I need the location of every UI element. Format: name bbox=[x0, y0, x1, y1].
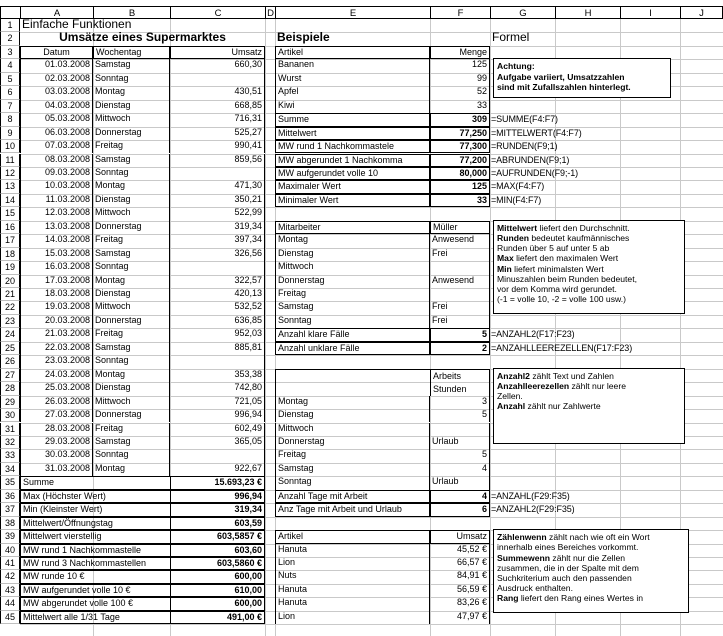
examples-result-value-8: 309 bbox=[430, 113, 490, 126]
left-table-date-7: 04.03.2008 bbox=[20, 100, 93, 113]
row-header-15[interactable]: 15 bbox=[0, 207, 20, 220]
note-conditional-l3: Summewenn zählt nur die Zellen bbox=[497, 552, 626, 563]
left-summary-label-37: Min (Kleinster Wert) bbox=[20, 503, 170, 516]
hours-day-31: Mittwoch bbox=[275, 423, 430, 436]
hours-result-value-36: 4 bbox=[430, 490, 490, 503]
left-table-date-4: 01.03.2008 bbox=[20, 59, 93, 72]
left-table-weekday-30: Donnerstag bbox=[93, 409, 170, 422]
left-table-date-33: 30.03.2008 bbox=[20, 449, 93, 462]
left-table-weekday-17: Freitag bbox=[93, 234, 170, 247]
left-summary-label-39: Mittelwert vierstellig bbox=[20, 530, 170, 543]
left-table-revenue-22: 532,52 bbox=[170, 301, 265, 314]
row-header-17[interactable]: 17 bbox=[0, 234, 20, 247]
left-table-weekday-11: Samstag bbox=[93, 154, 170, 167]
staff-day-21: Freitag bbox=[275, 288, 430, 301]
formula-text-37: =ANZAHL2(F29:F35) bbox=[491, 504, 575, 515]
left-table-date-8: 05.03.2008 bbox=[20, 113, 93, 126]
staff-day-23: Sonntag bbox=[275, 315, 430, 328]
left-table-revenue-20: 322,57 bbox=[170, 275, 265, 288]
left-table-revenue-24: 952,03 bbox=[170, 328, 265, 341]
formula-text-10: =RUNDEN(F9;1) bbox=[491, 141, 558, 152]
title-cell-a1: Einfache Funktionen bbox=[22, 19, 132, 31]
left-table-date-12: 09.03.2008 bbox=[20, 167, 93, 180]
note-counting-l3: Zellen. bbox=[497, 391, 523, 402]
left-table-weekday-34: Montag bbox=[93, 463, 170, 476]
row-header-35[interactable]: 35 bbox=[0, 476, 20, 489]
staff-day-22: Samstag bbox=[275, 301, 430, 314]
row-header-39[interactable]: 39 bbox=[0, 530, 20, 543]
examples-amount-5: 99 bbox=[430, 73, 490, 86]
row-header-11[interactable]: 11 bbox=[0, 154, 20, 167]
left-table-revenue-19 bbox=[170, 261, 265, 274]
left-summary-value-37: 319,34 bbox=[170, 503, 265, 516]
note-conditional-l5: Suchkriterium auch den passenden bbox=[497, 572, 632, 583]
note-rounding-l6: Minuszahlen beim Runden bedeutet, bbox=[497, 273, 637, 284]
note-rounding-l1: Mittelwert liefert den Durchschnitt. bbox=[497, 222, 630, 233]
hours-day-35: Sonntag bbox=[275, 476, 430, 489]
row-header-29[interactable]: 29 bbox=[0, 396, 20, 409]
hours-value-34: 4 bbox=[430, 463, 490, 476]
examples-amount-7: 33 bbox=[430, 100, 490, 113]
note-rounding-l5: Min liefert minimalsten Wert bbox=[497, 263, 604, 274]
left-table-revenue-25: 885,81 bbox=[170, 342, 265, 355]
left-table-revenue-8: 716,31 bbox=[170, 113, 265, 126]
staff-status-20: Anwesend bbox=[430, 275, 490, 288]
staff-result-label-24: Anzahl klare Fälle bbox=[275, 328, 430, 341]
row-header-38[interactable]: 38 bbox=[0, 517, 20, 530]
staff-status-18: Frei bbox=[430, 248, 490, 261]
hours-value-33: 5 bbox=[430, 449, 490, 462]
left-summary-label-40: MW rund 1 Nachkommastelle bbox=[20, 544, 170, 557]
left-table-date-15: 12.03.2008 bbox=[20, 207, 93, 220]
left-table-weekday-22: Mittwoch bbox=[93, 301, 170, 314]
hours-header-line1: Arbeits bbox=[433, 370, 462, 381]
hours-value-32: Urlaub bbox=[430, 436, 490, 449]
left-table-weekday-7: Dienstag bbox=[93, 100, 170, 113]
row-header-42[interactable]: 42 bbox=[0, 570, 20, 583]
examples-result-label-10: MW rund 1 Nachkommastele bbox=[275, 140, 430, 153]
gridline-horizontal bbox=[20, 624, 723, 625]
staff-day-19: Mittwoch bbox=[275, 261, 430, 274]
sales-article-42: Nuts bbox=[275, 570, 430, 583]
sales-revenue-41: 66,57 € bbox=[430, 557, 490, 570]
sales-revenue-39: Umsatz bbox=[430, 530, 490, 543]
row-header-7[interactable]: 7 bbox=[0, 100, 20, 113]
left-table-revenue-7: 668,85 bbox=[170, 100, 265, 113]
left-table-date-19: 16.03.2008 bbox=[20, 261, 93, 274]
left-table-revenue-27: 353,38 bbox=[170, 369, 265, 382]
left-table-weekday-15: Mittwoch bbox=[93, 207, 170, 220]
staff-status-23: Frei bbox=[430, 315, 490, 328]
column-header-j[interactable]: J bbox=[680, 6, 723, 19]
hours-day-34: Samstag bbox=[275, 463, 430, 476]
row-header-30[interactable]: 30 bbox=[0, 409, 20, 422]
title-cell-a2: Umsätze eines Supermarktes bbox=[59, 32, 226, 45]
hours-header-blank bbox=[275, 369, 430, 396]
staff-result-value-24: 5 bbox=[430, 328, 490, 341]
sales-revenue-45: 47,97 € bbox=[430, 611, 490, 624]
row-header-22[interactable]: 22 bbox=[0, 301, 20, 314]
left-table-weekday-14: Dienstag bbox=[93, 194, 170, 207]
note-warning-line3: sind mit Zufallszahlen hinterlegt. bbox=[497, 81, 631, 92]
left-table-date-34: 31.03.2008 bbox=[20, 463, 93, 476]
row-header-41[interactable]: 41 bbox=[0, 557, 20, 570]
sales-article-41: Lion bbox=[275, 557, 430, 570]
left-table-weekday-23: Donnerstag bbox=[93, 315, 170, 328]
row-header-10[interactable]: 10 bbox=[0, 140, 20, 153]
left-table-weekday-29: Mittwoch bbox=[93, 396, 170, 409]
sales-article-39: Artikel bbox=[275, 530, 430, 543]
column-header-c[interactable]: C bbox=[170, 6, 265, 19]
left-summary-label-43: MW aufgerundet volle 10 € bbox=[20, 584, 170, 597]
note-conditional-l1: Zählenwenn zählt nach wie oft ein Wort bbox=[497, 532, 650, 543]
left-table-weekday-27: Montag bbox=[93, 369, 170, 382]
hours-value-29: 3 bbox=[430, 396, 490, 409]
left-table-date-27: 24.03.2008 bbox=[20, 369, 93, 382]
sales-revenue-40: 45,52 € bbox=[430, 544, 490, 557]
left-summary-value-36: 996,94 bbox=[170, 490, 265, 503]
left-table-weekday-10: Freitag bbox=[93, 140, 170, 153]
left-table-weekday-19: Sonntag bbox=[93, 261, 170, 274]
left-summary-label-44: MW abgerundet volle 100 € bbox=[20, 597, 170, 610]
left-table-date-29: 26.03.2008 bbox=[20, 396, 93, 409]
examples-result-value-13: 125 bbox=[430, 180, 490, 193]
row-header-19[interactable]: 19 bbox=[0, 261, 20, 274]
left-table-revenue-29: 721,05 bbox=[170, 396, 265, 409]
left-table-revenue-31: 602,49 bbox=[170, 423, 265, 436]
gridline-vertical bbox=[265, 19, 266, 636]
formula-text-11: =ABRUNDEN(F9;1) bbox=[491, 154, 570, 165]
left-table-revenue-34: 922,67 bbox=[170, 463, 265, 476]
hours-value-35: Urlaub bbox=[430, 476, 490, 489]
examples-result-label-12: MW aufgerundet volle 10 bbox=[275, 167, 430, 180]
staff-status-21 bbox=[430, 288, 490, 301]
staff-status-22: Frei bbox=[430, 301, 490, 314]
left-table-date-18: 15.03.2008 bbox=[20, 248, 93, 261]
column-header-i[interactable]: I bbox=[620, 6, 680, 19]
note-conditional-l6: Ausdruck enthalten. bbox=[497, 583, 573, 594]
note-rounding-l2: Runden bedeutet kaufmännisches bbox=[497, 232, 630, 243]
left-table-weekday-21: Dienstag bbox=[93, 288, 170, 301]
note-rounding-l7: vor dem Komma wird gerundet. bbox=[497, 283, 617, 294]
left-table-weekday-6: Montag bbox=[93, 86, 170, 99]
examples-result-value-12: 80,000 bbox=[430, 167, 490, 180]
left-table-header-revenue: Umsatz bbox=[170, 46, 265, 59]
row-header-16[interactable]: 16 bbox=[0, 221, 20, 234]
formula-text-8: =SUMME(F4:F7) bbox=[491, 114, 558, 125]
left-table-revenue-6: 430,51 bbox=[170, 86, 265, 99]
row-header-24[interactable]: 24 bbox=[0, 328, 20, 341]
note-warning-line2: Aufgabe variiert, Umsatzzahlen bbox=[497, 71, 625, 82]
left-table-weekday-4: Samstag bbox=[93, 59, 170, 72]
examples-result-label-14: Minimaler Wert bbox=[275, 194, 430, 207]
row-header-45[interactable]: 45 bbox=[0, 611, 20, 624]
column-header-d[interactable]: D bbox=[265, 6, 275, 19]
examples-result-label-9: Mittelwert bbox=[275, 127, 430, 140]
row-header-31[interactable]: 31 bbox=[0, 423, 20, 436]
left-table-weekday-12: Sonntag bbox=[93, 167, 170, 180]
row-header-33[interactable]: 33 bbox=[0, 449, 20, 462]
left-table-date-24: 21.03.2008 bbox=[20, 328, 93, 341]
left-table-revenue-14: 350,21 bbox=[170, 194, 265, 207]
note-conditional bbox=[493, 529, 689, 613]
left-table-revenue-13: 471,30 bbox=[170, 180, 265, 193]
staff-header-label: Mitarbeiter bbox=[275, 221, 430, 234]
formula-text-25: =ANZAHLLEEREZELLEN(F17:F23) bbox=[491, 342, 633, 353]
sales-revenue-42: 84,91 € bbox=[430, 570, 490, 583]
left-table-revenue-12 bbox=[170, 167, 265, 180]
row-header-23[interactable]: 23 bbox=[0, 315, 20, 328]
left-table-date-23: 20.03.2008 bbox=[20, 315, 93, 328]
hours-value-31 bbox=[430, 423, 490, 436]
left-summary-label-35: Summe bbox=[20, 476, 170, 489]
note-rounding-l3: Runden über 5 auf unter 5 ab bbox=[497, 243, 610, 254]
hours-day-32: Donnerstag bbox=[275, 436, 430, 449]
hours-header-line2: Stunden bbox=[433, 384, 467, 395]
column-header-e[interactable]: E bbox=[275, 6, 430, 19]
row-header-6[interactable]: 6 bbox=[0, 86, 20, 99]
sales-revenue-43: 56,59 € bbox=[430, 584, 490, 597]
staff-day-18: Dienstag bbox=[275, 248, 430, 261]
hours-result-label-37: Anz Tage mit Arbeit und Urlaub bbox=[275, 503, 430, 516]
hours-day-29: Montag bbox=[275, 396, 430, 409]
left-table-date-11: 08.03.2008 bbox=[20, 154, 93, 167]
row-header-4[interactable]: 4 bbox=[0, 59, 20, 72]
left-summary-value-41: 603,5860 € bbox=[170, 557, 265, 570]
left-table-weekday-28: Dienstag bbox=[93, 382, 170, 395]
left-summary-label-42: MW runde 10 € bbox=[20, 570, 170, 583]
left-summary-value-42: 600,00 bbox=[170, 570, 265, 583]
examples-result-value-14: 33 bbox=[430, 194, 490, 207]
examples-result-label-8: Summe bbox=[275, 113, 430, 126]
note-warning bbox=[493, 58, 671, 98]
row-header-2[interactable]: 2 bbox=[0, 32, 20, 45]
left-table-weekday-25: Samstag bbox=[93, 342, 170, 355]
row-header-34[interactable]: 34 bbox=[0, 463, 20, 476]
examples-article-7: Kiwi bbox=[275, 100, 430, 113]
left-summary-label-45: Mittelwert alle 1/31 Tage bbox=[20, 611, 170, 624]
examples-amount-6: 52 bbox=[430, 86, 490, 99]
row-header-40[interactable]: 40 bbox=[0, 544, 20, 557]
row-header-18[interactable]: 18 bbox=[0, 248, 20, 261]
formula-text-14: =MIN(F4:F7) bbox=[491, 194, 542, 205]
column-header-h[interactable]: H bbox=[555, 6, 620, 19]
left-table-revenue-17: 397,34 bbox=[170, 234, 265, 247]
hours-result-label-36: Anzahl Tage mit Arbeit bbox=[275, 490, 430, 503]
row-header-25[interactable]: 25 bbox=[0, 342, 20, 355]
note-counting bbox=[493, 368, 685, 444]
left-table-date-17: 14.03.2008 bbox=[20, 234, 93, 247]
sales-article-40: Hanuta bbox=[275, 544, 430, 557]
note-counting-l4: Anzahl zählt nur Zahlwerte bbox=[497, 401, 601, 412]
left-table-weekday-18: Samstag bbox=[93, 248, 170, 261]
left-summary-label-38: Mittelwert/Öffnungstag bbox=[20, 517, 170, 530]
row-header-1[interactable]: 1 bbox=[0, 19, 20, 32]
examples-article-6: Apfel bbox=[275, 86, 430, 99]
left-table-date-28: 25.03.2008 bbox=[20, 382, 93, 395]
examples-amount-4: 125 bbox=[430, 59, 490, 72]
row-header-12[interactable]: 12 bbox=[0, 167, 20, 180]
left-summary-label-36: Max (Höchster Wert) bbox=[20, 490, 170, 503]
left-table-date-30: 27.03.2008 bbox=[20, 409, 93, 422]
row-header-5[interactable]: 5 bbox=[0, 73, 20, 86]
hours-value-30: 5 bbox=[430, 409, 490, 422]
formula-text-24: =ANZAHL2(F17:F23) bbox=[491, 329, 575, 340]
row-header-43[interactable]: 43 bbox=[0, 584, 20, 597]
column-header-a[interactable]: A bbox=[20, 6, 93, 19]
formula-text-12: =AUFRUNDEN(F9;-1) bbox=[491, 167, 579, 178]
row-header-14[interactable]: 14 bbox=[0, 194, 20, 207]
hours-day-30: Dienstag bbox=[275, 409, 430, 422]
row-header-26[interactable]: 26 bbox=[0, 355, 20, 368]
left-summary-value-45: 491,00 € bbox=[170, 611, 265, 624]
left-table-revenue-10: 990,41 bbox=[170, 140, 265, 153]
staff-result-value-25: 2 bbox=[430, 342, 490, 355]
note-counting-l2: Anzahlleerezellen zählt nur leere bbox=[497, 380, 626, 391]
left-table-weekday-8: Mittwoch bbox=[93, 113, 170, 126]
column-header-g[interactable]: G bbox=[490, 6, 555, 19]
left-table-date-9: 06.03.2008 bbox=[20, 127, 93, 140]
note-counting-l1: Anzahl2 zählt Text und Zahlen bbox=[497, 370, 614, 381]
formula-text-9: =MITTELWERT(F4:F7) bbox=[491, 127, 582, 138]
left-table-weekday-24: Freitag bbox=[93, 328, 170, 341]
title-cell-e2: Beispiele bbox=[277, 32, 330, 45]
left-table-revenue-11: 859,56 bbox=[170, 154, 265, 167]
left-table-date-26: 23.03.2008 bbox=[20, 355, 93, 368]
row-header-37[interactable]: 37 bbox=[0, 503, 20, 516]
examples-header-amount: Menge bbox=[430, 46, 490, 59]
left-table-revenue-21: 420,13 bbox=[170, 288, 265, 301]
left-table-header-weekday: Wochentag bbox=[93, 46, 170, 59]
examples-header-article: Artikel bbox=[275, 46, 430, 59]
staff-day-17: Montag bbox=[275, 234, 430, 247]
examples-article-4: Bananen bbox=[275, 59, 430, 72]
select-all-corner[interactable] bbox=[0, 6, 20, 19]
note-warning-line1: Achtung: bbox=[497, 61, 535, 72]
note-conditional-l2: innerhalb eines Bereiches vorkommt. bbox=[497, 542, 639, 553]
sales-article-45: Lion bbox=[275, 611, 430, 624]
left-table-revenue-15: 522,99 bbox=[170, 207, 265, 220]
left-summary-value-44: 600,00 bbox=[170, 597, 265, 610]
column-header-row bbox=[0, 6, 723, 19]
left-table-revenue-18: 326,56 bbox=[170, 248, 265, 261]
left-table-revenue-23: 636,85 bbox=[170, 315, 265, 328]
left-table-date-16: 13.03.2008 bbox=[20, 221, 93, 234]
left-table-date-31: 28.03.2008 bbox=[20, 423, 93, 436]
examples-result-value-10: 77,300 bbox=[430, 140, 490, 153]
left-table-revenue-26 bbox=[170, 355, 265, 368]
left-table-header-date: Datum bbox=[20, 46, 93, 59]
hours-header bbox=[430, 369, 490, 396]
note-rounding bbox=[493, 220, 685, 314]
examples-result-value-9: 77,250 bbox=[430, 127, 490, 140]
formula-text-13: =MAX(F4:F7) bbox=[491, 181, 545, 192]
row-header-3[interactable]: 3 bbox=[0, 46, 20, 59]
left-summary-value-38: 603,59 bbox=[170, 517, 265, 530]
left-table-date-14: 11.03.2008 bbox=[20, 194, 93, 207]
row-header-13[interactable]: 13 bbox=[0, 180, 20, 193]
row-header-28[interactable]: 28 bbox=[0, 382, 20, 395]
row-header-27[interactable]: 27 bbox=[0, 369, 20, 382]
row-header-20[interactable]: 20 bbox=[0, 275, 20, 288]
left-table-revenue-28: 742,80 bbox=[170, 382, 265, 395]
hours-day-33: Freitag bbox=[275, 449, 430, 462]
row-header-21[interactable]: 21 bbox=[0, 288, 20, 301]
staff-header-name: Müller bbox=[430, 221, 490, 234]
note-conditional-l7: Rang liefert den Rang eines Wertes in bbox=[497, 593, 644, 604]
left-table-revenue-33 bbox=[170, 449, 265, 462]
examples-article-5: Wurst bbox=[275, 73, 430, 86]
left-table-weekday-32: Samstag bbox=[93, 436, 170, 449]
left-table-date-6: 03.03.2008 bbox=[20, 86, 93, 99]
left-table-weekday-5: Sonntag bbox=[93, 73, 170, 86]
left-table-date-5: 02.03.2008 bbox=[20, 73, 93, 86]
gridline-vertical bbox=[490, 19, 491, 636]
examples-result-label-13: Maximaler Wert bbox=[275, 180, 430, 193]
left-table-revenue-16: 319,34 bbox=[170, 221, 265, 234]
left-summary-value-40: 603,60 bbox=[170, 544, 265, 557]
examples-result-value-11: 77,200 bbox=[430, 154, 490, 167]
note-rounding-l4: Max liefert den maximalen Wert bbox=[497, 253, 619, 264]
left-table-date-32: 29.03.2008 bbox=[20, 436, 93, 449]
left-table-weekday-16: Donnerstag bbox=[93, 221, 170, 234]
left-table-weekday-33: Sonntag bbox=[93, 449, 170, 462]
title-cell-g2: Formel bbox=[492, 32, 530, 45]
row-header-9[interactable]: 9 bbox=[0, 127, 20, 140]
staff-day-20: Donnerstag bbox=[275, 275, 430, 288]
left-table-revenue-30: 996,94 bbox=[170, 409, 265, 422]
row-header-32[interactable]: 32 bbox=[0, 436, 20, 449]
left-table-date-22: 19.03.2008 bbox=[20, 301, 93, 314]
left-table-date-21: 18.03.2008 bbox=[20, 288, 93, 301]
staff-status-19 bbox=[430, 261, 490, 274]
left-summary-value-39: 603,5857 € bbox=[170, 530, 265, 543]
left-table-revenue-9: 525,27 bbox=[170, 127, 265, 140]
left-table-weekday-31: Freitag bbox=[93, 423, 170, 436]
left-table-weekday-13: Montag bbox=[93, 180, 170, 193]
note-conditional-l4: zusammen, die in der Spalte mit dem bbox=[497, 562, 639, 573]
examples-result-label-11: MW abgerundet 1 Nachkomma bbox=[275, 154, 430, 167]
row-header-36[interactable]: 36 bbox=[0, 490, 20, 503]
staff-result-label-25: Anzahl unklare Fälle bbox=[275, 342, 430, 355]
staff-status-17: Anwesend bbox=[430, 234, 490, 247]
column-header-f[interactable]: F bbox=[430, 6, 490, 19]
left-table-revenue-4: 660,30 bbox=[170, 59, 265, 72]
note-rounding-l8: (-1 = volle 10, -2 = volle 100 usw.) bbox=[497, 294, 626, 305]
left-table-weekday-9: Donnerstag bbox=[93, 127, 170, 140]
hours-result-value-37: 6 bbox=[430, 503, 490, 516]
left-table-weekday-26: Sonntag bbox=[93, 355, 170, 368]
left-table-date-10: 07.03.2008 bbox=[20, 140, 93, 153]
sales-article-43: Hanuta bbox=[275, 584, 430, 597]
left-table-revenue-32: 365,05 bbox=[170, 436, 265, 449]
formula-text-36: =ANZAHL(F29:F35) bbox=[491, 490, 570, 501]
column-header-b[interactable]: B bbox=[93, 6, 170, 19]
left-table-date-13: 10.03.2008 bbox=[20, 180, 93, 193]
left-table-revenue-5 bbox=[170, 73, 265, 86]
left-table-weekday-20: Montag bbox=[93, 275, 170, 288]
left-summary-label-41: MW rund 3 Nachkommastellen bbox=[20, 557, 170, 570]
sales-article-44: Hanuta bbox=[275, 597, 430, 610]
sales-revenue-44: 83,26 € bbox=[430, 597, 490, 610]
left-table-date-20: 17.03.2008 bbox=[20, 275, 93, 288]
left-table-date-25: 22.03.2008 bbox=[20, 342, 93, 355]
row-header-44[interactable]: 44 bbox=[0, 597, 20, 610]
row-header-8[interactable]: 8 bbox=[0, 113, 20, 126]
left-summary-value-43: 610,00 bbox=[170, 584, 265, 597]
left-summary-value-35: 15.693,23 € bbox=[170, 476, 265, 489]
